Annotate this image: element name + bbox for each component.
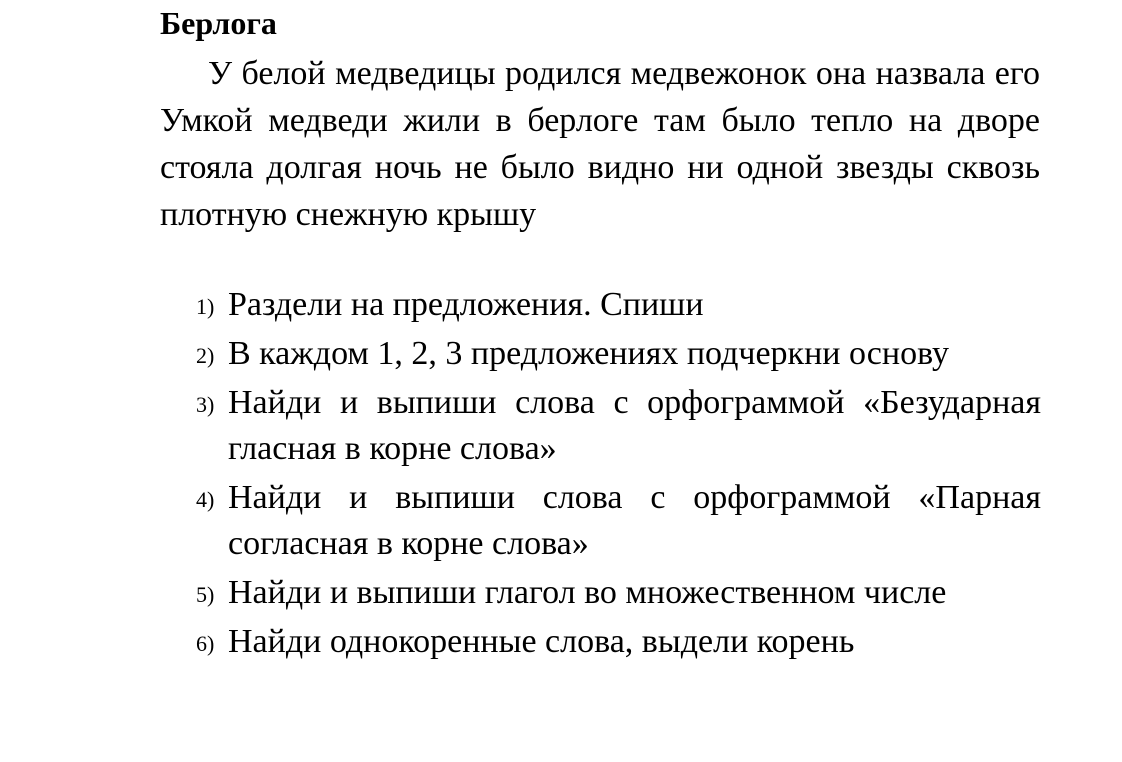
task-item — [196, 331, 1041, 377]
task-item — [196, 475, 1041, 567]
task-number: 3) — [196, 392, 215, 417]
task-text: Найди и выпиши слова с орфограммой «Парная согласная в корне слова» — [228, 479, 1041, 562]
task-number: 4) — [196, 487, 215, 512]
document-title: Берлога — [160, 5, 277, 41]
task-number: 1) — [196, 294, 215, 319]
task-text: Найди однокоренные слова, выдели корень — [228, 623, 855, 660]
task-text: В каждом 1, 2, 3 предложениях подчеркни основу — [228, 335, 949, 372]
task-text: Раздели на предложения. Спиши — [228, 286, 704, 323]
task-item — [196, 380, 1041, 472]
exercise-text: У белой медведицы родился медвежонок она назвала его Умкой медведи жили в берлоге там было тепло на дворе стояла долгая ночь не было видно ни одной звезды сквозь плотную снежную крышу — [160, 55, 1040, 233]
task-number: 2) — [196, 343, 215, 368]
task-item — [196, 282, 1041, 328]
task-item — [196, 619, 1041, 665]
task-number: 5) — [196, 582, 215, 607]
task-list — [196, 282, 1041, 665]
task-item — [196, 570, 1041, 616]
task-text: Найди и выпиши глагол во множественном числе — [228, 574, 947, 611]
task-number: 6) — [196, 631, 215, 656]
task-text: Найди и выпиши слова с орфограммой «Безударная гласная в корне слова» — [228, 384, 1041, 467]
